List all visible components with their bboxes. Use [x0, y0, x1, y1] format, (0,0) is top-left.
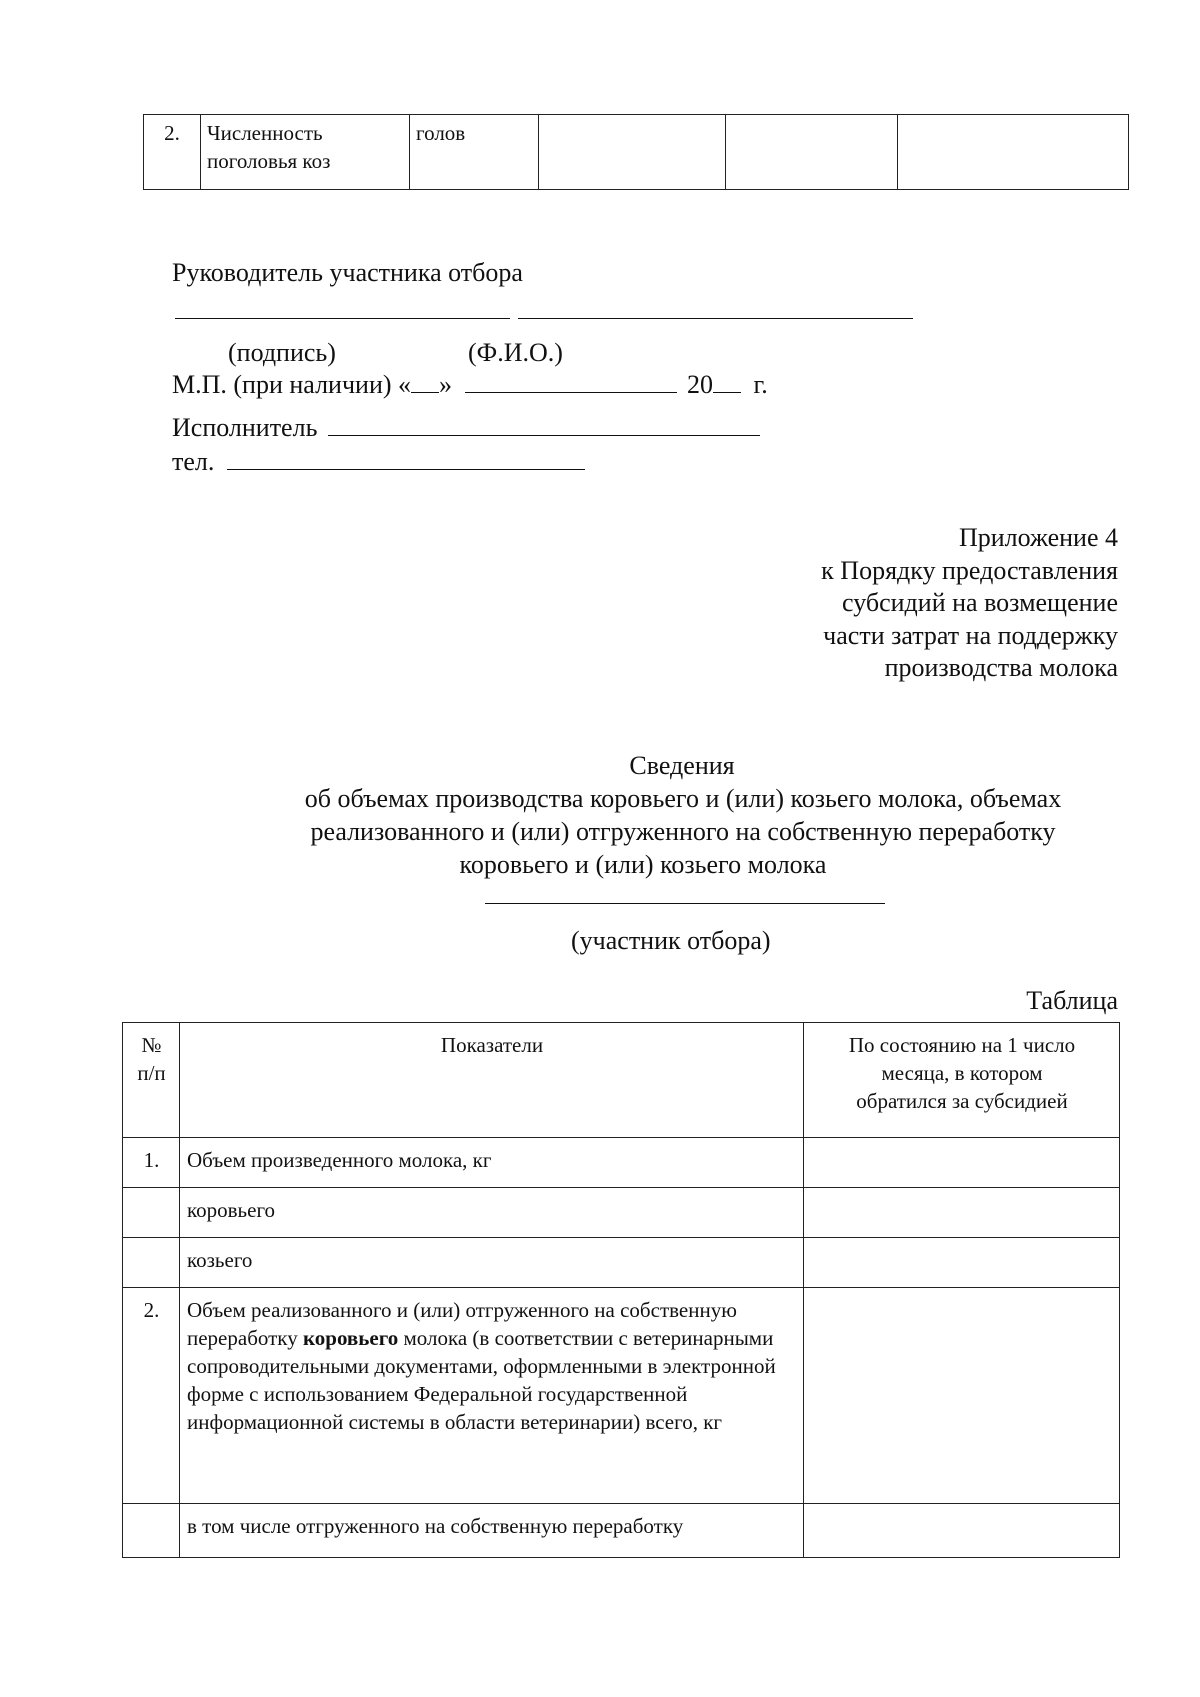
indicator-line: Численность	[207, 121, 323, 145]
header-num	[123, 1023, 180, 1138]
value-cell	[726, 115, 898, 190]
executor-label: Исполнитель	[172, 413, 318, 442]
executor-line	[172, 413, 760, 443]
table-row	[123, 1238, 1120, 1288]
title-line: коровьего и (или) козьего молока	[459, 850, 827, 879]
appendix-line: субсидий на возмещение	[842, 588, 1118, 617]
title-line: об объемах производства коровьего и (или) козьего молока, объемах	[304, 784, 1062, 813]
row-value	[804, 1288, 1120, 1504]
row-number	[123, 1238, 180, 1288]
row-value	[804, 1138, 1120, 1188]
appendix-line: Приложение 4	[958, 523, 1118, 552]
table-row	[123, 1504, 1120, 1558]
title-heading: Сведения	[629, 751, 735, 780]
row-indicator: Объем произведенного молока, кг	[180, 1138, 804, 1188]
signature-line	[175, 318, 510, 319]
row-text: молока (в соответствии с ветеринарными сопроводительными документами, оформленными в электронной форме с использованием Федеральной государственной информационной системы в области ветеринарии) всего, кг	[187, 1326, 776, 1434]
indicator-line: поголовья коз	[207, 149, 331, 173]
appendix-header	[821, 522, 1118, 685]
row-value	[804, 1188, 1120, 1238]
header-state-line: месяца, в котором	[881, 1061, 1043, 1085]
year-blank	[713, 392, 741, 393]
participant-line	[485, 903, 885, 904]
table-row	[123, 1138, 1120, 1188]
header-num-line: №	[141, 1033, 162, 1057]
phone-line	[172, 447, 585, 477]
row-indicator	[180, 1288, 804, 1504]
title-line: реализованного и (или) отгруженного на собственную переработку	[310, 817, 1056, 846]
stamp-date-line	[172, 370, 768, 400]
stamp-label: М.П. (при наличии) «	[172, 370, 412, 399]
table-caption: Таблица	[1026, 986, 1118, 1015]
appendix-line: производства молока	[884, 653, 1118, 682]
month-blank	[465, 392, 677, 393]
row-text-bold: коровьего	[302, 1326, 399, 1350]
signature-caption: (подпись)	[228, 338, 336, 367]
table-row	[123, 1288, 1120, 1504]
header-state-line: По состоянию на 1 число	[848, 1033, 1076, 1057]
header-indicators: Показатели	[180, 1023, 804, 1138]
header-state	[804, 1023, 1120, 1138]
value-cell	[898, 115, 1129, 190]
row-number: 1.	[123, 1138, 180, 1188]
head-label: Руководитель участника отбора	[172, 258, 523, 287]
executor-blank	[328, 435, 760, 436]
header-state-line: обратился за субсидией	[856, 1089, 1068, 1113]
fio-line	[518, 318, 913, 319]
row-number	[123, 1504, 180, 1558]
table-row	[144, 115, 1129, 190]
appendix-line: к Порядку предоставления	[821, 555, 1118, 585]
header-num-line: п/п	[137, 1061, 166, 1085]
row-number: 2.	[144, 115, 201, 190]
appendix-line: части затрат на поддержку	[823, 620, 1118, 650]
day-blank	[411, 392, 439, 393]
phone-blank	[227, 469, 585, 470]
row-value	[804, 1238, 1120, 1288]
row-indicator: козьего	[180, 1238, 804, 1288]
row-indicator: в том числе отгруженного на собственную переработку	[180, 1504, 804, 1558]
row-value	[804, 1504, 1120, 1558]
quote-close: »	[439, 370, 453, 399]
year-suffix: г.	[753, 370, 768, 399]
fio-caption: (Ф.И.О.)	[468, 338, 563, 367]
indicator-cell	[201, 115, 410, 190]
unit-cell: голов	[410, 115, 539, 190]
row-number	[123, 1188, 180, 1238]
header-row	[123, 1023, 1120, 1138]
year-prefix: 20	[687, 370, 714, 399]
row-number: 2.	[123, 1288, 180, 1504]
milk-volume-table	[122, 1022, 1120, 1558]
goat-population-table	[143, 114, 1129, 190]
row-indicator: коровьего	[180, 1188, 804, 1238]
participant-caption: (участник отбора)	[571, 926, 771, 955]
table-row	[123, 1188, 1120, 1238]
row-text: Объем реализованного и (или) отгруженного на собственную переработку	[187, 1298, 737, 1350]
value-cell	[539, 115, 726, 190]
phone-label: тел.	[172, 447, 215, 476]
